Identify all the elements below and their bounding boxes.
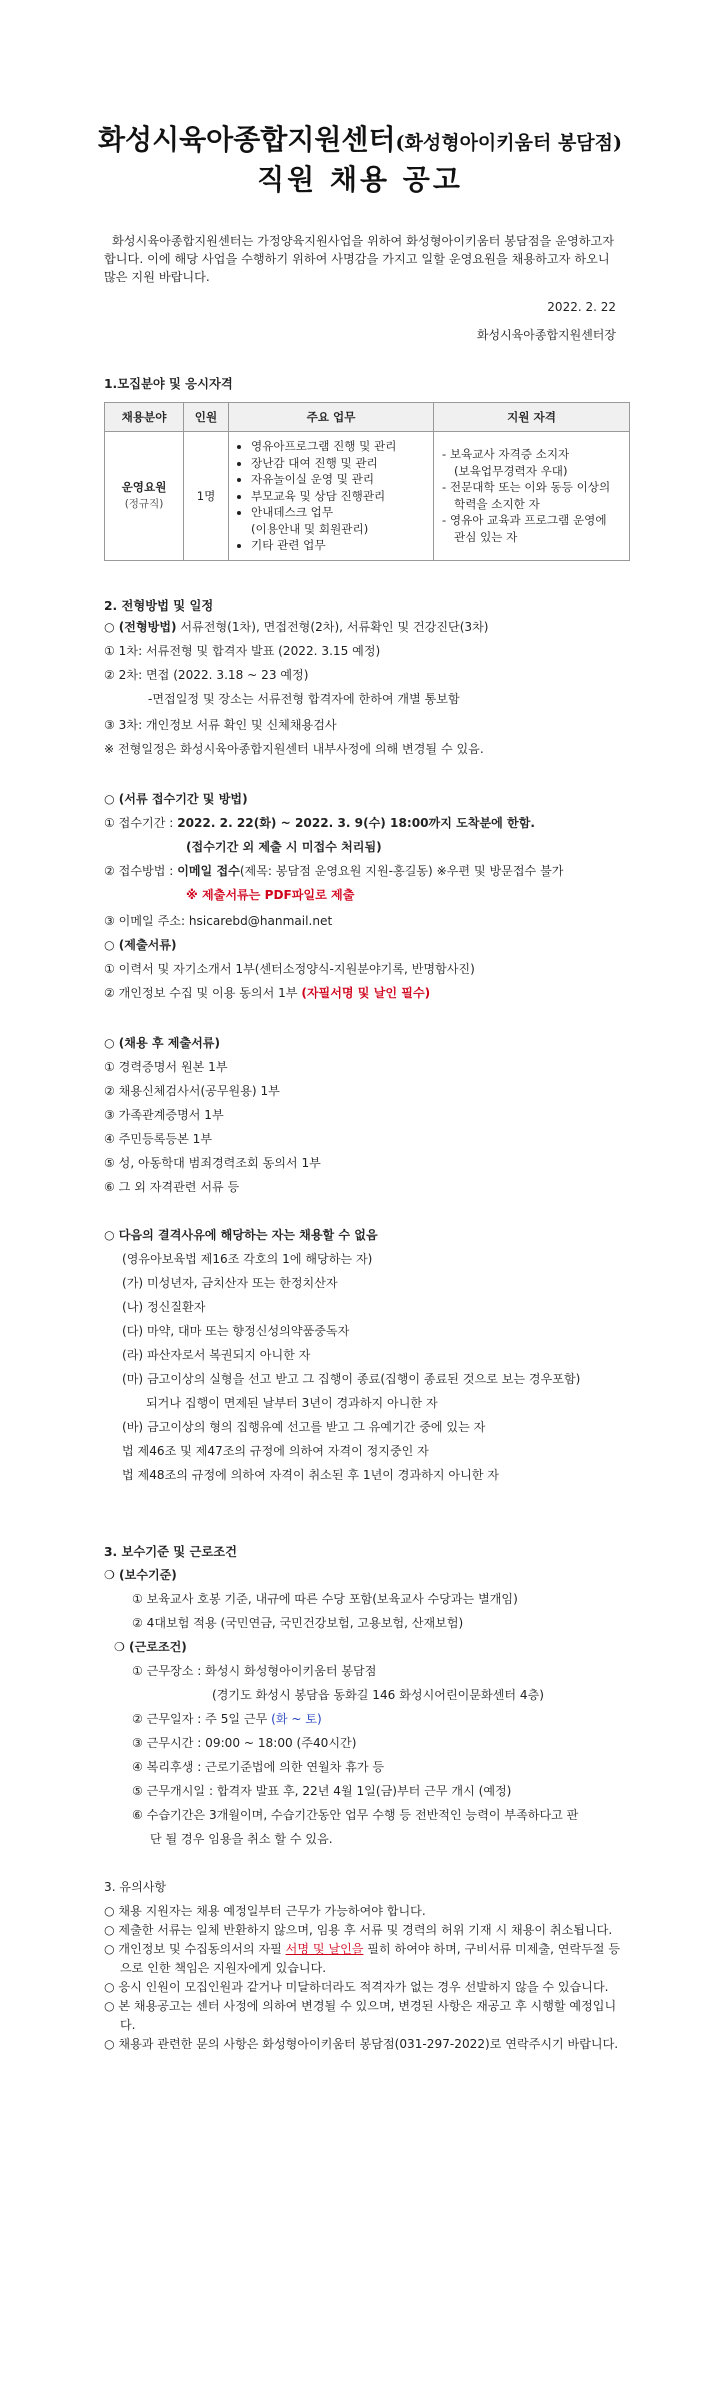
note-item: ○ 응시 인원이 모집인원과 같거나 미달하더라도 적격자가 없는 경우 선발하지 않을 수 있습니다. [104,1980,609,1994]
col-header: 인원 [184,403,229,432]
col-header: 채용분야 [105,403,184,432]
duty-item: • 영유아프로그램 진행 및 관리 [251,438,427,455]
intro-paragraph: 화성시육아종합지원센터는 가정양육지원사업을 위하여 화성형아이키움터 봉담점을 운영하고자 합니다. 이에 해당 사업을 수행하기 위하여 사명감을 가지고 일할 운영요원을 채용하고자 하오니 많은 지원 바랍니다. [104,234,615,284]
cell-count: 1명 [184,432,229,561]
note-text: ○ 개인정보 및 수집동의서의 자필 [104,1942,286,1956]
after-docs-item: ⑤ 성, 아동학대 범죄경력조회 동의서 1부 [104,1156,321,1170]
disqualify-item: (라) 파산자로서 복권되지 아니한 자 [122,1348,311,1362]
after-docs-item: ② 채용신체검사서(공무원용) 1부 [104,1084,280,1098]
work-days-range: (화 ~ 토) [271,1712,322,1726]
signature: 화성시육아종합지원센터장 [476,328,616,342]
section-docs-title: ○ (제출서류) [104,938,177,952]
process-step-2: ② 2차: 면접 (2022. 3.18 ~ 23 예정) [104,668,309,682]
process-method-label: ○ (전형방법) [104,620,177,634]
notes-list [104,1902,630,2054]
apply-method-label: ② 접수방법 : [104,864,178,878]
process-note: ※ 전형일정은 화성시육아종합지원센터 내부사정에 의해 변경될 수 있음. [104,742,484,756]
note-item [104,1940,630,1978]
title-branch: (화성형아이키움터 봉담점) [395,132,623,154]
qual-line: - 전문대학 또는 이와 동등 이상의 [442,480,611,495]
docs-item-1: ① 이력서 및 자기소개서 1부(센터소정양식-지원분야기록, 반명함사진) [104,962,475,976]
qual-line: - 영유아 교육과 프로그램 운영에 [442,513,607,528]
docs-item-2-required: (자필서명 및 날인 필수) [301,986,431,1000]
disqualify-item: (가) 미성년자, 금치산자 또는 한정치산자 [122,1276,338,1290]
pay-item: ① 보육교사 호봉 기준, 내규에 따른 수당 포함(보육교사 수당과는 별개임) [132,1592,518,1606]
process-step-3: ③ 3차: 개인정보 서류 확인 및 신체채용검사 [104,718,337,732]
disqualify-law: (영유아보육법 제16조 각호의 1에 해당하는 자) [122,1252,373,1266]
process-method [104,618,489,636]
notice-date: 2022. 2. 22 [547,300,616,314]
condition-item-cont: 단 될 경우 임용을 취소 할 수 있음. [150,1832,333,1846]
condition-item: ③ 근무시간 : 09:00 ~ 18:00 (주40시간) [132,1736,357,1750]
docs-item-2 [104,984,430,1002]
section-process-title: 2. 전형방법 및 일정 [104,599,214,613]
condition-item: ① 근무장소 : 화성시 화성형아이키움터 봉담점 [132,1664,377,1678]
condition-item-cont: (경기도 화성시 봉담읍 동화길 146 화성시어린이문화센터 4층) [212,1688,544,1702]
note-item: ○ 채용과 관련한 문의 사항은 화성형아이키움터 봉담점(031-297-2022)로 연락주시기 바랍니다. [104,2037,619,2051]
work-days-text: ② 근무일자 : 주 5일 근무 [132,1712,272,1726]
apply-pdf-note: ※ 제출서류는 PDF파일로 제출 [186,888,355,902]
after-docs-item: ⑥ 그 외 자격관련 서류 등 [104,1180,240,1194]
docs-item-2-text: ② 개인정보 수집 및 이용 동의서 1부 [104,986,302,1000]
disqualify-item: 법 제48조의 규정에 의하여 자격이 취소된 후 1년이 경과하지 아니한 자 [122,1468,499,1482]
field-name: 운영요원 [121,479,167,494]
duty-item: • 장난감 대여 진행 및 관리 [251,455,427,472]
process-step-1: ① 1차: 서류전형 및 합격자 발표 (2022. 3.15 예정) [104,644,381,658]
apply-email: ③ 이메일 주소: hsicarebd@hanmail.net [104,914,333,928]
section-recruit-title: 1.모집분야 및 응시자격 [104,377,233,391]
apply-method-value: 이메일 접수 [177,864,240,878]
disqualify-item: (나) 정신질환자 [122,1300,206,1314]
col-header: 주요 업무 [229,403,434,432]
section-disqualify-title: ○ 다음의 결격사유에 해당하는 자는 채용할 수 없음 [104,1228,378,1242]
conditions-heading: ❍ (근로조건) [114,1640,187,1654]
note-text: 필히 하여야 하며, 구비서류 미제출, 연락두절 등으로 인한 책임은 지원자에게 있습니다. [120,1942,621,1975]
table-header-row [105,403,630,432]
disqualify-item-cont: 되거나 집행이 면제된 날부터 3년이 경과하지 아니한 자 [146,1396,438,1410]
qual-line: 학력을 소지한 자 [454,496,540,511]
col-header: 지원 자격 [434,403,630,432]
qual-line: - 보육교사 자격증 소지자 [442,447,570,462]
apply-period-note: (접수기간 외 제출 시 미접수 처리됨) [186,840,382,854]
disqualify-item: (다) 마약, 대마 또는 향정신성의약품중독자 [122,1324,350,1338]
cell-qualifications [434,432,630,561]
condition-item: ④ 복리후생 : 근로기준법에 의한 연월차 휴가 등 [132,1760,385,1774]
title-main [0,118,720,158]
title-center-name: 화성시육아종합지원센터 [97,123,396,156]
qual-line: (보육업무경력자 우대) [454,463,568,478]
section-pay-title: 3. 보수기준 및 근로조건 [104,1545,237,1559]
apply-method [104,862,563,880]
duty-item: • 기타 관련 업무 [251,537,427,554]
section-after-docs-title: ○ (채용 후 제출서류) [104,1036,221,1050]
duty-item: (이용안내 및 회원관리) [251,521,369,536]
process-step-2-note: -면접일정 및 장소는 서류전형 합격자에 한하여 개별 통보함 [148,692,460,706]
condition-item: ⑥ 수습기간은 3개월이며, 수습기간동안 업무 수행 등 전반적인 능력이 부족하다고 판 [132,1808,579,1822]
apply-period-value: 2022. 2. 22(화) ~ 2022. 3. 9(수) 18:00까지 도착분에 한함. [177,816,536,830]
section-notes-title: 3. 유의사항 [104,1880,167,1894]
pay-item: ② 4대보험 적용 (국민연금, 국민건강보험, 고용보험, 산재보험) [132,1616,464,1630]
cell-duties [229,432,434,561]
pay-heading: ❍ (보수기준) [104,1568,177,1582]
condition-item: ⑤ 근무개시일 : 합격자 발표 후, 22년 4월 1일(금)부터 근무 개시 (예정) [132,1784,512,1798]
disqualify-item: (바) 금고이상의 형의 집행유예 선고를 받고 그 유예기간 중에 있는 자 [122,1420,486,1434]
note-item: ○ 본 채용공고는 센터 사정에 의하여 변경될 수 있으며, 변경된 사항은 재공고 후 시행할 예정입니다. [104,1999,617,2032]
apply-method-note: (제목: 봉담점 운영요원 지원-홍길동) ※우편 및 방문접수 불가 [239,864,564,878]
cell-field [105,432,184,561]
note-highlight: 서명 및 날인을 [285,1942,364,1956]
note-item: ○ 채용 지원자는 채용 예정일부터 근무가 가능하여야 합니다. [104,1904,426,1918]
apply-period [104,814,535,832]
duty-item: • 부모교육 및 상담 진행관리 [251,488,427,505]
duty-item: • 안내데스크 업무 [251,504,427,521]
after-docs-item: ④ 주민등록등본 1부 [104,1132,213,1146]
note-item: ○ 제출한 서류는 일체 반환하지 않으며, 임용 후 서류 및 경력의 허위 기재 시 채용이 취소됩니다. [104,1923,613,1937]
duty-item: • 자유놀이실 운영 및 관리 [251,471,427,488]
qual-line: 관심 있는 자 [454,529,518,544]
apply-period-label: ① 접수기간 : [104,816,178,830]
disqualify-item: (마) 금고이상의 실형을 선고 받고 그 집행이 종료(집행이 종료된 것으로 보는 경우포함) [122,1372,581,1386]
condition-item [132,1710,322,1728]
recruit-table [104,402,630,561]
after-docs-item: ③ 가족관계증명서 1부 [104,1108,224,1122]
field-note: (정규직) [124,497,164,510]
section-apply-title: ○ (서류 접수기간 및 방법) [104,792,248,806]
process-method-text: 서류전형(1차), 면접전형(2차), 서류확인 및 건강진단(3차) [176,620,489,634]
table-row [105,432,630,561]
title-notice: 직원 채용 공고 [257,163,463,196]
disqualify-item: 법 제46조 및 제47조의 규정에 의하여 자격이 정지중인 자 [122,1444,429,1458]
after-docs-item: ① 경력증명서 원본 1부 [104,1060,228,1074]
